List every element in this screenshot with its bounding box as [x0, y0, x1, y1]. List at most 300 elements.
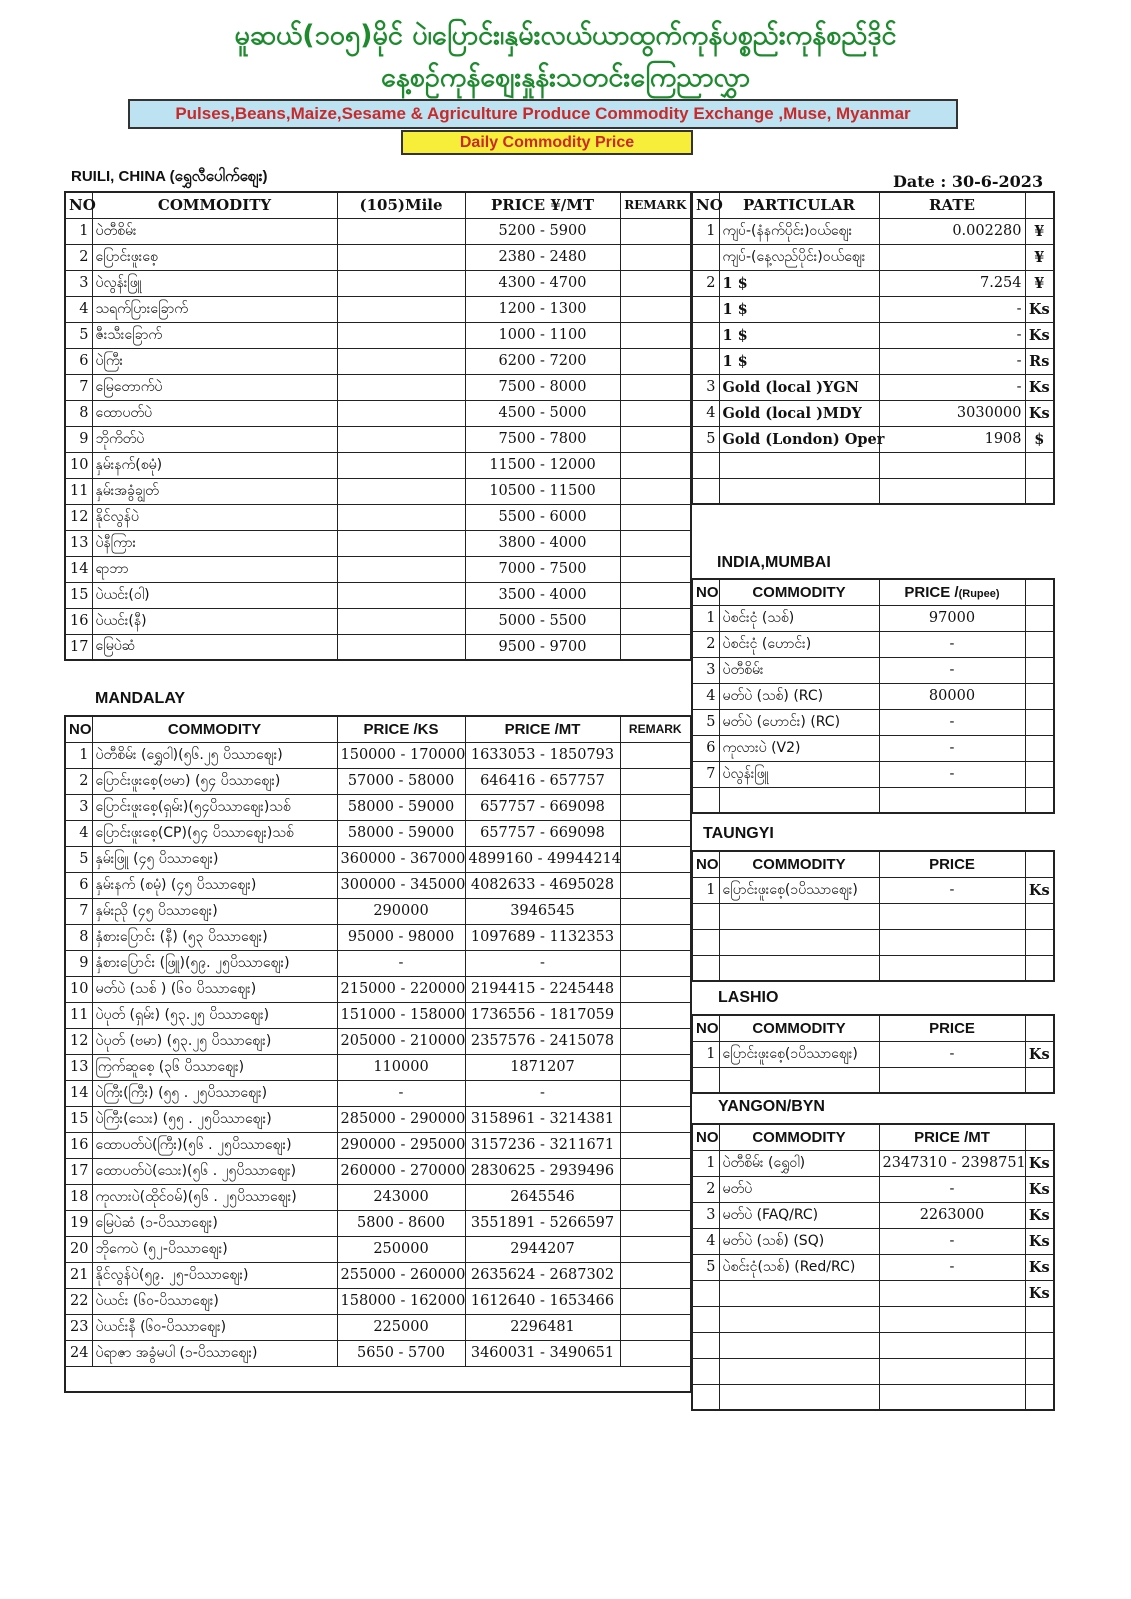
table-row — [692, 270, 1054, 296]
table-row — [65, 504, 691, 530]
commodity-name: ပဲကြီး(ကြီး) (၅၅ . ၂၅ပိဿာစျေး) — [92, 1080, 337, 1106]
table-row — [692, 877, 1054, 903]
row-no: 1 — [692, 605, 719, 631]
remark-cell — [620, 1184, 691, 1210]
price-yuan-mt: 1200 - 1300 — [465, 296, 620, 322]
price-yuan-mt: 3500 - 4000 — [465, 582, 620, 608]
row-no: 4 — [692, 400, 719, 426]
commodity-name: မတ်ပဲ (FAQ/RC) — [719, 1202, 879, 1228]
row-no: 6 — [692, 735, 719, 761]
table-row — [65, 244, 691, 270]
mile-price — [337, 582, 465, 608]
blank-cell — [1025, 709, 1054, 735]
price-mt: 3460031 - 3490651 — [465, 1340, 620, 1366]
table-row — [692, 1228, 1054, 1254]
lashio-col-2: PRICE — [879, 1015, 1025, 1041]
price-value — [879, 1306, 1025, 1332]
table-row — [692, 322, 1054, 348]
price-ks: 150000 - 170000 — [337, 742, 465, 768]
yangon-col-1: COMMODITY — [719, 1124, 879, 1150]
english-title-banner: Pulses,Beans,Maize,Sesame & Agriculture Produce Commodity Exchange ,Muse, Myanmar — [128, 99, 958, 129]
row-no: 4 — [65, 820, 92, 846]
mandalay-col-2: PRICE /KS — [337, 716, 465, 742]
table-row — [65, 634, 691, 660]
price-yuan-mt: 7500 - 8000 — [465, 374, 620, 400]
table-row — [692, 1150, 1054, 1176]
row-no: 2 — [65, 244, 92, 270]
row-no — [692, 903, 719, 929]
table-row — [692, 735, 1054, 761]
price-mt: 2357576 - 2415078 — [465, 1028, 620, 1054]
particular-name — [719, 478, 879, 504]
price-ks: 243000 — [337, 1184, 465, 1210]
table-row — [65, 270, 691, 296]
price-ks: 225000 — [337, 1314, 465, 1340]
yangon-col-blank — [1025, 1124, 1054, 1150]
remark-cell — [620, 530, 691, 556]
remark-cell — [620, 1236, 691, 1262]
row-no: 13 — [65, 1054, 92, 1080]
commodity-name — [719, 787, 879, 813]
price-value: 2347310 - 2398751 — [879, 1150, 1025, 1176]
rate-value: - — [879, 374, 1025, 400]
mile-price — [337, 530, 465, 556]
price-value — [879, 955, 1025, 981]
table-row — [692, 1176, 1054, 1202]
price-yuan-mt: 7000 - 7500 — [465, 556, 620, 582]
table-row — [692, 1067, 1054, 1093]
mandalay-section-title: MANDALAY — [95, 690, 186, 707]
remark-cell — [620, 1080, 691, 1106]
table-row — [65, 348, 691, 374]
commodity-name: ကြက်ဆူစေ့ (၃၆ ပိဿာစျေး) — [92, 1054, 337, 1080]
price-ks: 5800 - 8600 — [337, 1210, 465, 1236]
lashio-col-1: COMMODITY — [719, 1015, 879, 1041]
price-mt: 3551891 - 5266597 — [465, 1210, 620, 1236]
remark-cell — [620, 820, 691, 846]
remark-cell — [620, 1132, 691, 1158]
table-row — [692, 787, 1054, 813]
price-ks: 110000 — [337, 1054, 465, 1080]
table-row — [692, 683, 1054, 709]
table-row — [65, 218, 691, 244]
ruili-col-3: PRICE ¥/MT — [465, 192, 620, 218]
table-row — [692, 244, 1054, 270]
row-no: 14 — [65, 1080, 92, 1106]
price-mt: 657757 - 669098 — [465, 820, 620, 846]
yangon-col-0: NO — [692, 1124, 719, 1150]
row-no: 8 — [65, 924, 92, 950]
price-mt: 3157236 - 3211671 — [465, 1132, 620, 1158]
row-no — [692, 1306, 719, 1332]
price-mt: 2635624 - 2687302 — [465, 1262, 620, 1288]
row-no: 12 — [65, 504, 92, 530]
remark-cell — [620, 478, 691, 504]
remark-cell — [620, 244, 691, 270]
commodity-name: ပဲကြီး(သေး) (၅၅ . ၂၅ပိဿာစျေး) — [92, 1106, 337, 1132]
ruili-header-row — [65, 192, 691, 218]
price-yuan-mt: 3800 - 4000 — [465, 530, 620, 556]
table-row — [65, 1262, 691, 1288]
price-ks: 290000 — [337, 898, 465, 924]
row-no: 7 — [692, 761, 719, 787]
price-mt: 3158961 - 3214381 — [465, 1106, 620, 1132]
price-unit — [1025, 1332, 1054, 1358]
price-value — [879, 1067, 1025, 1093]
commodity-name: ပြောင်းဖူးစေ့(ရှမ်း)(၅၄ပိဿာစျေး)သစ် — [92, 794, 337, 820]
commodity-name — [719, 1384, 879, 1410]
particular-name: Gold (London) Oper — [719, 426, 879, 452]
row-no: 11 — [65, 478, 92, 504]
price-unit — [1025, 1384, 1054, 1410]
taungyi-col-blank — [1025, 851, 1054, 877]
price-unit: Ks — [1025, 1176, 1054, 1202]
table-row — [65, 794, 691, 820]
row-no: 5 — [692, 1254, 719, 1280]
table-row — [692, 296, 1054, 322]
mile-price — [337, 556, 465, 582]
price-yuan-mt: 5500 - 6000 — [465, 504, 620, 530]
commodity-name: ထောပတ်ပဲ — [92, 400, 337, 426]
price-mt: 4082633 - 4695028 — [465, 872, 620, 898]
mile-price — [337, 270, 465, 296]
price-mt: 646416 - 657757 — [465, 768, 620, 794]
price-value: 2263000 — [879, 1202, 1025, 1228]
mile-price — [337, 244, 465, 270]
commodity-name: ပြောင်းဖူးစေ့(၁ပိဿာစျေး) — [719, 877, 879, 903]
remark-cell — [620, 794, 691, 820]
table-row — [65, 950, 691, 976]
commodity-name: ထောပတ်ပဲ(ကြီး)(၅၆ . ၂၅ပိဿာစျေး) — [92, 1132, 337, 1158]
table-row — [65, 846, 691, 872]
mile-price — [337, 608, 465, 634]
remark-cell — [620, 1002, 691, 1028]
particular-name: ကျပ်-(နေ့လည်ပိုင်း)ဝယ်စျေး — [719, 244, 879, 270]
table-row — [65, 530, 691, 556]
row-no: 5 — [692, 709, 719, 735]
mile-price — [337, 374, 465, 400]
table-row — [692, 1202, 1054, 1228]
table-row — [65, 608, 691, 634]
row-no: 1 — [692, 877, 719, 903]
commodity-name: ကုလားပဲ(ထိုင်ဝမ်)(၅၆ . ၂၅ပိဿာစျေး) — [92, 1184, 337, 1210]
row-no: 15 — [65, 582, 92, 608]
commodity-name: ဘိုကေပဲ (၅၂-ပိဿာစျေး) — [92, 1236, 337, 1262]
table-row — [692, 1041, 1054, 1067]
row-no — [692, 787, 719, 813]
price-mt: 2830625 - 2939496 — [465, 1158, 620, 1184]
commodity-name: ပြောင်းဖူးစေ့(၁ပိဿာစျေး) — [719, 1041, 879, 1067]
particular-name: 1 $ — [719, 322, 879, 348]
india-col-price: PRICE /(Rupee) — [879, 579, 1025, 605]
price-unit: Ks — [1025, 1228, 1054, 1254]
particular-name: ကျပ်-(နံနက်ပိုင်း)ဝယ်စျေး — [719, 218, 879, 244]
price-yuan-mt: 10500 - 11500 — [465, 478, 620, 504]
particular-name: 1 $ — [719, 296, 879, 322]
remark-cell — [620, 322, 691, 348]
india-col-blank — [1025, 579, 1054, 605]
mile-price — [337, 634, 465, 660]
commodity-name: နှမ်းနက်(စမုံ) — [92, 452, 337, 478]
remark-cell — [620, 634, 691, 660]
particular-name — [719, 452, 879, 478]
blank-cell — [1025, 761, 1054, 787]
rate-unit: Ks — [1025, 374, 1054, 400]
particular-name: 1 $ — [719, 270, 879, 296]
yangon-col-2: PRICE /MT — [879, 1124, 1025, 1150]
commodity-name: နှမ်းနက် (စမုံ) (၄၅ ပိဿာစျေး) — [92, 872, 337, 898]
mandalay-col-1: COMMODITY — [92, 716, 337, 742]
table-row — [65, 582, 691, 608]
remark-cell — [620, 296, 691, 322]
row-no — [692, 244, 719, 270]
rate-unit: Rs — [1025, 348, 1054, 374]
commodity-name: ပဲယင်းနီ (၆၀-ပိဿာစျေး) — [92, 1314, 337, 1340]
remark-cell — [620, 270, 691, 296]
price-mt: 1633053 - 1850793 — [465, 742, 620, 768]
price-unit: Ks — [1025, 1280, 1054, 1306]
commodity-name — [719, 1306, 879, 1332]
mile-price — [337, 400, 465, 426]
rate-value — [879, 244, 1025, 270]
table-row — [692, 955, 1054, 981]
rate-value: - — [879, 348, 1025, 374]
price-ks: - — [337, 1080, 465, 1106]
table-row — [65, 1340, 691, 1366]
rate-unit — [1025, 478, 1054, 504]
table-row — [65, 1106, 691, 1132]
table-row — [65, 426, 691, 452]
remark-cell — [620, 950, 691, 976]
lashio-section-title: LASHIO — [718, 989, 779, 1006]
remark-cell — [620, 556, 691, 582]
table-row-blank — [65, 1366, 691, 1392]
price-value — [879, 903, 1025, 929]
row-no: 9 — [65, 950, 92, 976]
table-row — [692, 903, 1054, 929]
commodity-name — [719, 955, 879, 981]
row-no: 11 — [65, 1002, 92, 1028]
price-unit — [1025, 1306, 1054, 1332]
yangon-header-row — [692, 1124, 1054, 1150]
commodity-name: ပဲစင်းငုံ(သစ်) (Red/RC) — [719, 1254, 879, 1280]
row-no: 3 — [65, 794, 92, 820]
commodity-name: ပြောင်းဖူးစေ့ — [92, 244, 337, 270]
rate-unit: $ — [1025, 426, 1054, 452]
table-row — [65, 1080, 691, 1106]
particular-name: 1 $ — [719, 348, 879, 374]
commodity-name: ပဲနီကြား — [92, 530, 337, 556]
row-no — [692, 348, 719, 374]
row-no: 23 — [65, 1314, 92, 1340]
row-no: 5 — [692, 426, 719, 452]
row-no: 20 — [65, 1236, 92, 1262]
price-yuan-mt: 11500 - 12000 — [465, 452, 620, 478]
rates-col-blank — [1025, 192, 1054, 218]
table-row — [65, 820, 691, 846]
row-no — [692, 1384, 719, 1410]
price-mt: 2944207 — [465, 1236, 620, 1262]
table-row — [65, 1288, 691, 1314]
price-rupee: 80000 — [879, 683, 1025, 709]
price-rupee: - — [879, 709, 1025, 735]
table-row — [65, 872, 691, 898]
table-row — [65, 742, 691, 768]
rate-value — [879, 478, 1025, 504]
row-no — [692, 1358, 719, 1384]
commodity-name: ပဲစင်းငုံ (ဟောင်း) — [719, 631, 879, 657]
remark-cell — [620, 768, 691, 794]
table-row — [692, 1384, 1054, 1410]
price-yuan-mt: 1000 - 1100 — [465, 322, 620, 348]
price-unit — [1025, 955, 1054, 981]
price-rupee: - — [879, 657, 1025, 683]
yangon-price-table — [691, 1123, 1055, 1411]
table-row — [65, 478, 691, 504]
commodity-name: ကုလားပဲ (V2) — [719, 735, 879, 761]
price-mt: 2296481 — [465, 1314, 620, 1340]
table-row — [65, 1132, 691, 1158]
taungyi-col-2: PRICE — [879, 851, 1025, 877]
lashio-price-table — [691, 1014, 1055, 1094]
price-ks: 360000 - 367000 — [337, 846, 465, 872]
title-myanmar-line2: နေ့စဉ်ကုန်စျေးနှုန်းသတင်းကြေညာလွှာ — [381, 62, 750, 93]
price-value: - — [879, 1041, 1025, 1067]
particular-name: Gold (local )MDY — [719, 400, 879, 426]
mile-price — [337, 478, 465, 504]
price-ks: 57000 - 58000 — [337, 768, 465, 794]
remark-cell — [620, 898, 691, 924]
price-ks: 290000 - 295000 — [337, 1132, 465, 1158]
price-mt: 1612640 - 1653466 — [465, 1288, 620, 1314]
price-ks: 260000 - 270000 — [337, 1158, 465, 1184]
row-no — [692, 452, 719, 478]
remark-cell — [620, 452, 691, 478]
price-value — [879, 1280, 1025, 1306]
row-no: 24 — [65, 1340, 92, 1366]
row-no: 1 — [692, 218, 719, 244]
table-row — [692, 929, 1054, 955]
price-unit — [1025, 929, 1054, 955]
price-ks: 158000 - 162000 — [337, 1288, 465, 1314]
commodity-name: ပဲရာဇာ အခွံမပါ (၁-ပိဿာစျေး) — [92, 1340, 337, 1366]
rates-col-2: RATE — [879, 192, 1025, 218]
commodity-name: မြေတောက်ပဲ — [92, 374, 337, 400]
remark-cell — [620, 742, 691, 768]
commodity-name — [719, 903, 879, 929]
india-col-no: NO — [692, 579, 719, 605]
row-no: 14 — [65, 556, 92, 582]
commodity-name: ပဲလွန်းဖြူ — [719, 761, 879, 787]
price-rupee — [879, 787, 1025, 813]
price-mt: - — [465, 1080, 620, 1106]
mile-price — [337, 322, 465, 348]
india-header-row — [692, 579, 1054, 605]
remark-cell — [620, 504, 691, 530]
remark-cell — [620, 374, 691, 400]
blank-cell — [65, 1366, 691, 1392]
commodity-name — [719, 1280, 879, 1306]
rates-col-0: NO — [692, 192, 719, 218]
row-no: 4 — [692, 1228, 719, 1254]
price-ks: 255000 - 260000 — [337, 1262, 465, 1288]
ruili-col-1: COMMODITY — [92, 192, 337, 218]
price-rupee: - — [879, 761, 1025, 787]
ruili-col-4: REMARK — [620, 192, 691, 218]
commodity-name: ထောပတ်ပဲ(သေး)(၅၆ . ၂၅ပိဿာစျေး) — [92, 1158, 337, 1184]
taungyi-col-1: COMMODITY — [719, 851, 879, 877]
table-row — [65, 556, 691, 582]
rates-col-1: PARTICULAR — [719, 192, 879, 218]
table-row — [692, 400, 1054, 426]
commodity-name: ဇီးသီးခြောက် — [92, 322, 337, 348]
table-row — [692, 478, 1054, 504]
row-no: 12 — [65, 1028, 92, 1054]
daily-price-subtitle: Daily Commodity Price — [401, 130, 693, 155]
mile-price — [337, 426, 465, 452]
price-ks: 151000 - 158000 — [337, 1002, 465, 1028]
remark-cell — [620, 1314, 691, 1340]
row-no: 1 — [65, 742, 92, 768]
price-mt: 657757 - 669098 — [465, 794, 620, 820]
price-yuan-mt: 4300 - 4700 — [465, 270, 620, 296]
row-no: 17 — [65, 634, 92, 660]
price-ks: 95000 - 98000 — [337, 924, 465, 950]
commodity-name: ရာဘာ — [92, 556, 337, 582]
row-no: 4 — [692, 683, 719, 709]
price-yuan-mt: 6200 - 7200 — [465, 348, 620, 374]
price-mt: 1097689 - 1132353 — [465, 924, 620, 950]
row-no: 19 — [65, 1210, 92, 1236]
table-row — [65, 400, 691, 426]
rate-unit: ¥ — [1025, 270, 1054, 296]
commodity-name: နှမ်းညို (၄၅ ပိဿာစျေး) — [92, 898, 337, 924]
price-unit — [1025, 1358, 1054, 1384]
price-mt: 2645546 — [465, 1184, 620, 1210]
mile-price — [337, 348, 465, 374]
table-row — [65, 1236, 691, 1262]
particular-name: Gold (local )YGN — [719, 374, 879, 400]
mile-price — [337, 218, 465, 244]
row-no — [692, 955, 719, 981]
remark-cell — [620, 1054, 691, 1080]
row-no — [692, 1067, 719, 1093]
price-unit: Ks — [1025, 1041, 1054, 1067]
ruili-col-2: (105)Mile — [337, 192, 465, 218]
commodity-name: ပဲယင်း(နီ) — [92, 608, 337, 634]
price-mt: 4899160 - 49944214 — [465, 846, 620, 872]
row-no: 2 — [692, 270, 719, 296]
commodity-name: မတ်ပဲ (သစ်) (SQ) — [719, 1228, 879, 1254]
table-row — [692, 1332, 1054, 1358]
row-no: 21 — [65, 1262, 92, 1288]
table-row — [65, 768, 691, 794]
remark-cell — [620, 1288, 691, 1314]
row-no: 7 — [65, 898, 92, 924]
blank-cell — [1025, 735, 1054, 761]
rate-value: - — [879, 322, 1025, 348]
price-yuan-mt: 7500 - 7800 — [465, 426, 620, 452]
price-ks: 300000 - 345000 — [337, 872, 465, 898]
row-no — [692, 929, 719, 955]
mile-price — [337, 504, 465, 530]
remark-cell — [620, 846, 691, 872]
commodity-name: ပဲတီစိမ်း — [719, 657, 879, 683]
commodity-name: ပဲတီစိမ်း (ရွှေဝါ) — [719, 1150, 879, 1176]
lashio-header-row — [692, 1015, 1054, 1041]
commodity-name: နှမ်းအခွံချွတ် — [92, 478, 337, 504]
yangon-section-title: YANGON/BYN — [718, 1098, 825, 1115]
